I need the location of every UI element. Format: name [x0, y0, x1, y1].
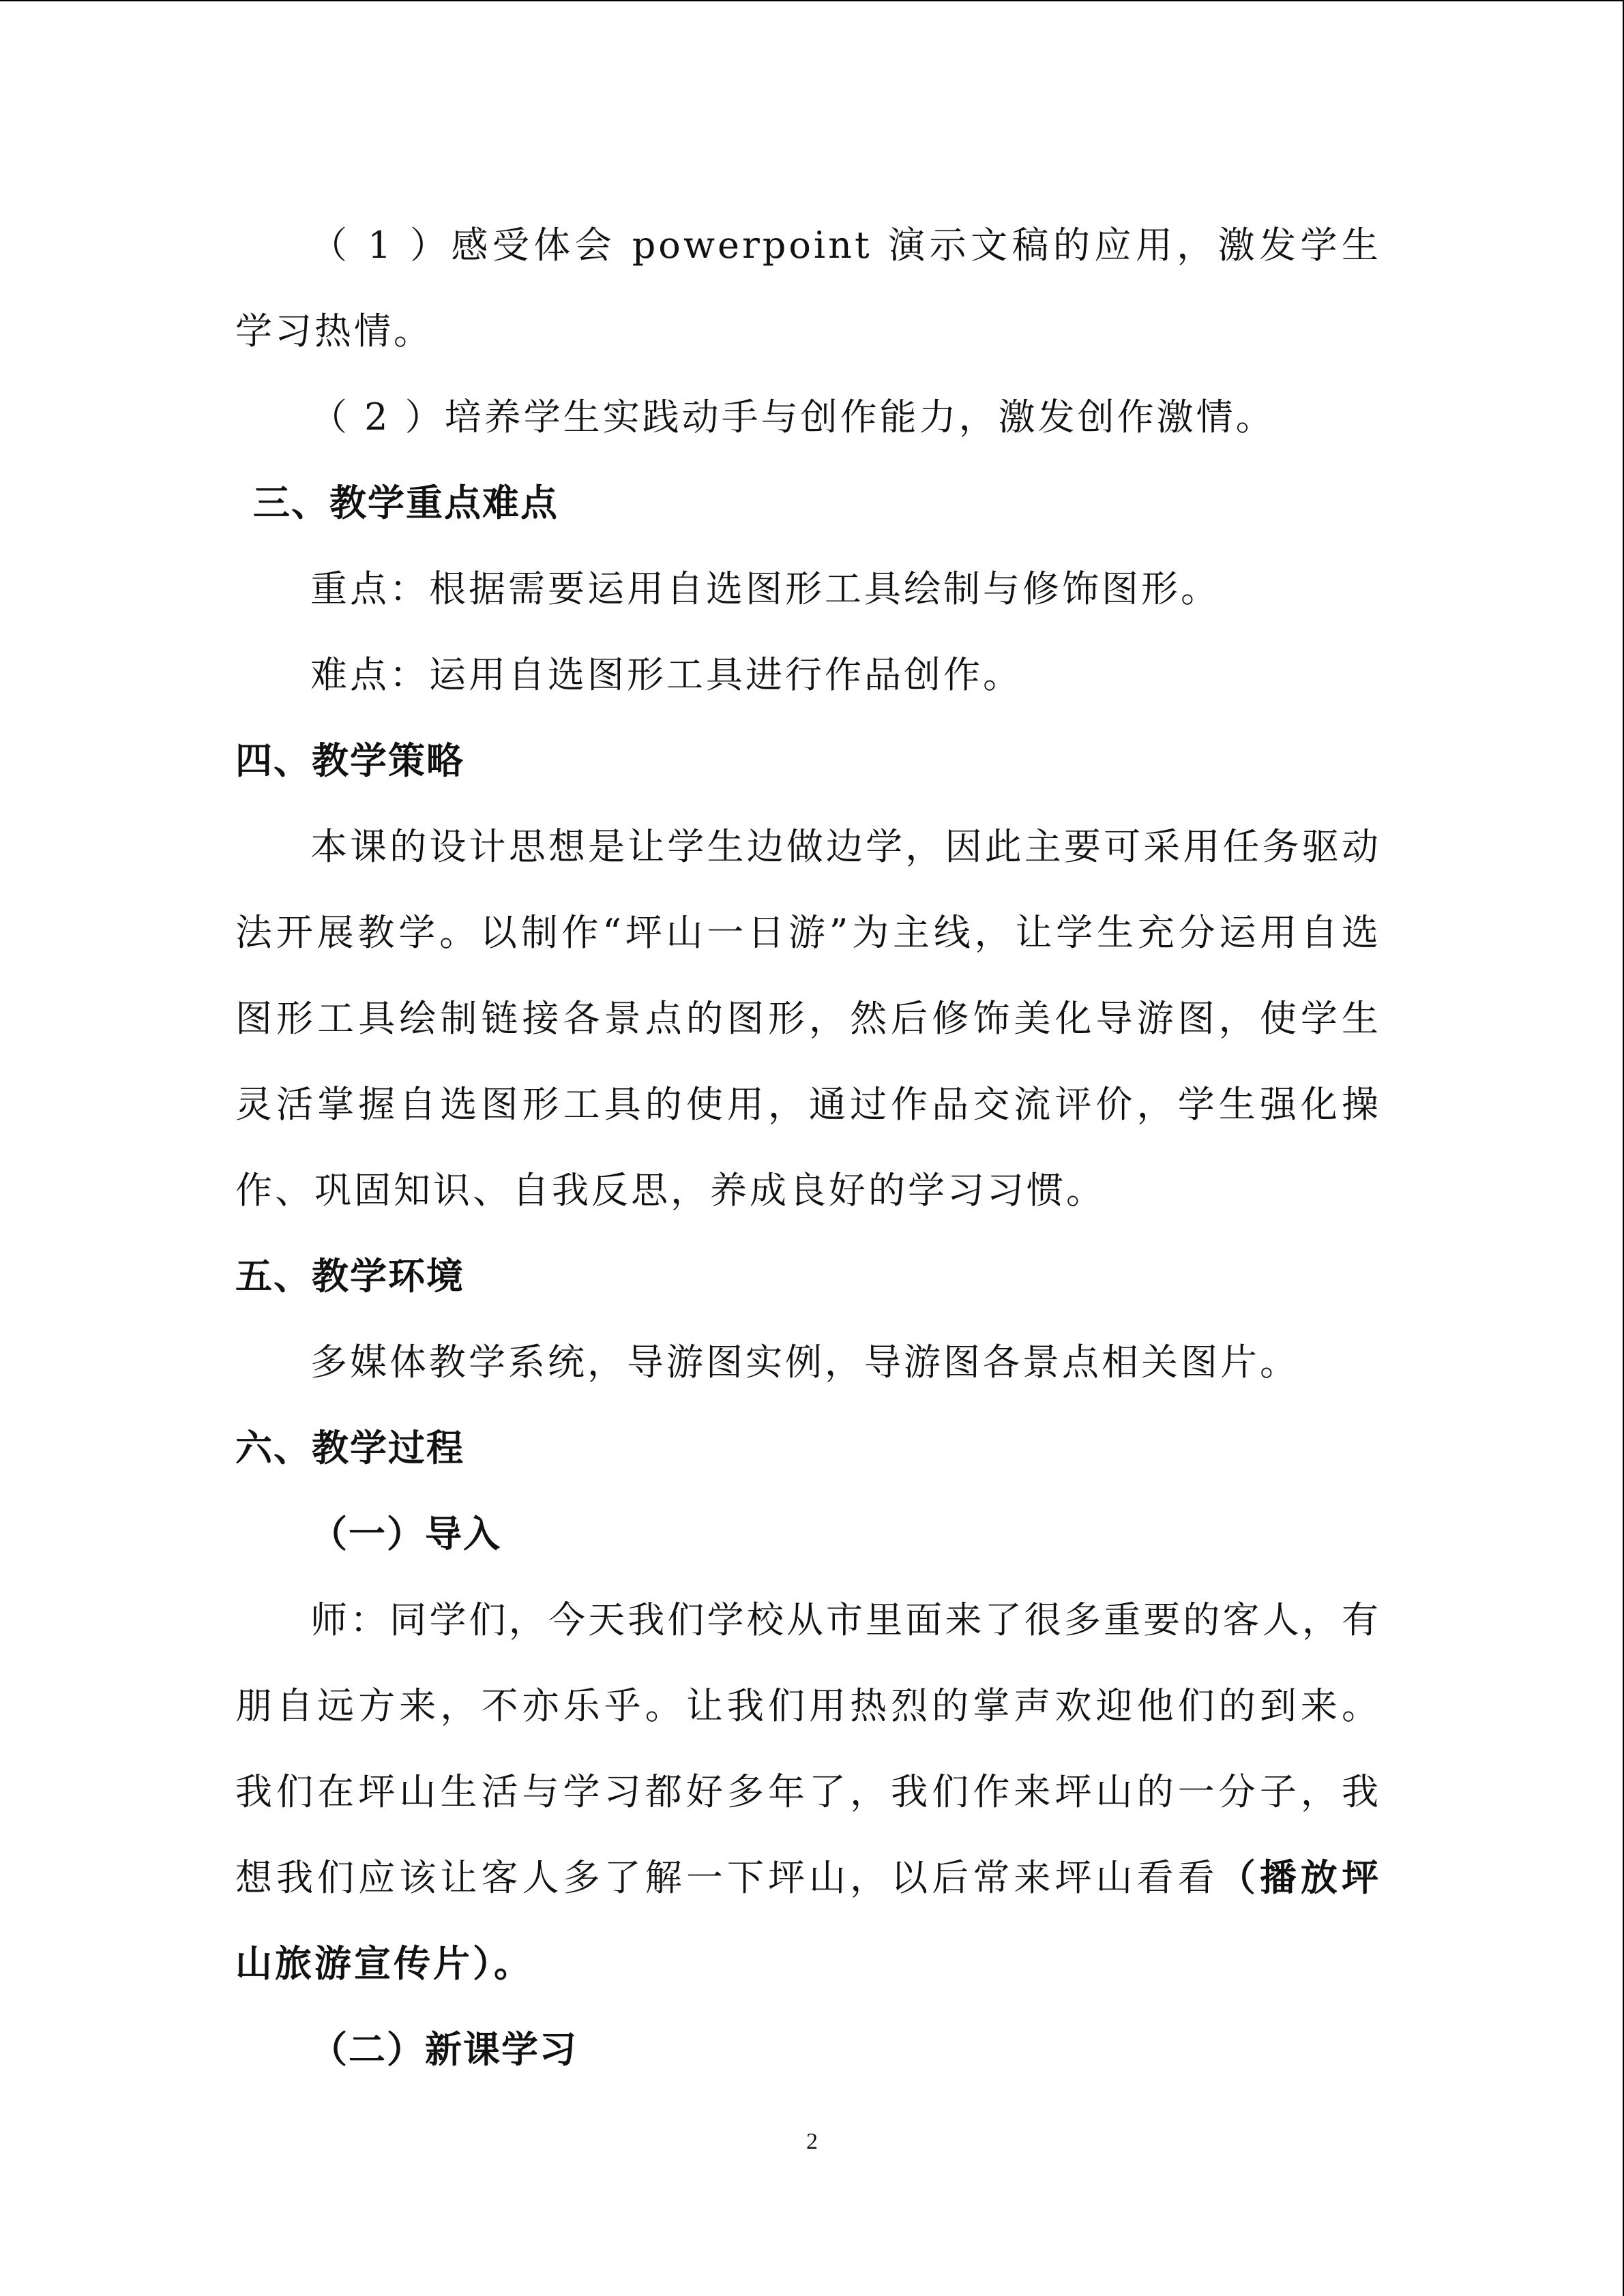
introduction-text: 师：同学们，今天我们学校从市里面来了很多重要的客人，有朋自远方来，不亦乐乎。让我们用热烈的掌声欢迎他们的到来。我们在坪山生活与学习都好多年了，我们作来坪山的一分子，我想我们应该让客人多了解一下坪山，以后常来坪山看看 — [235, 1598, 1381, 1899]
objective-1: （ 1 ）感受体会 powerpoint 演示文稿的应用，激发学生学习热情。 — [235, 224, 1381, 353]
section-heading-key-points: 三、教学重点难点 — [253, 481, 559, 524]
strategy-paragraph: 本课的设计思想是让学生边做边学，因此主要可采用任务驱动法开展教学。以制作“坪山一日游”为主线，让学生充分运用自选图形工具绘制链接各景点的图形，然后修饰美化导游图，使学生灵活掌握自选图形工具的使用，通过作品交流评价，学生强化操作、巩固知识、自我反思，养成良好的学习习惯。 — [235, 825, 1381, 1212]
subheading-introduction: （一）导入 — [310, 1512, 501, 1555]
section-heading-process: 六、教学过程 — [235, 1427, 464, 1470]
key-point: 重点：根据需要运用自选图形工具绘制与修饰图形。 — [310, 567, 1220, 610]
introduction-bold-note: （播放坪山旅游宣传片）。 — [235, 1856, 1382, 1985]
subheading-new-lesson: （二）新课学习 — [310, 2028, 578, 2071]
page-body — [235, 203, 1381, 2093]
section-heading-strategy: 四、教学策略 — [235, 739, 464, 782]
section-heading-environment: 五、教学环境 — [235, 1255, 464, 1298]
environment-paragraph: 多媒体教学系统，导游图实例，导游图各景点相关图片。 — [310, 1341, 1299, 1384]
page-number: 2 — [806, 2129, 818, 2154]
objective-2: （ 2 ）培养学生实践动手与创作能力，激发创作激情。 — [310, 396, 1275, 438]
introduction-paragraph — [235, 1577, 1381, 2007]
difficult-point: 难点：运用自选图形工具进行作品创作。 — [310, 653, 1022, 696]
